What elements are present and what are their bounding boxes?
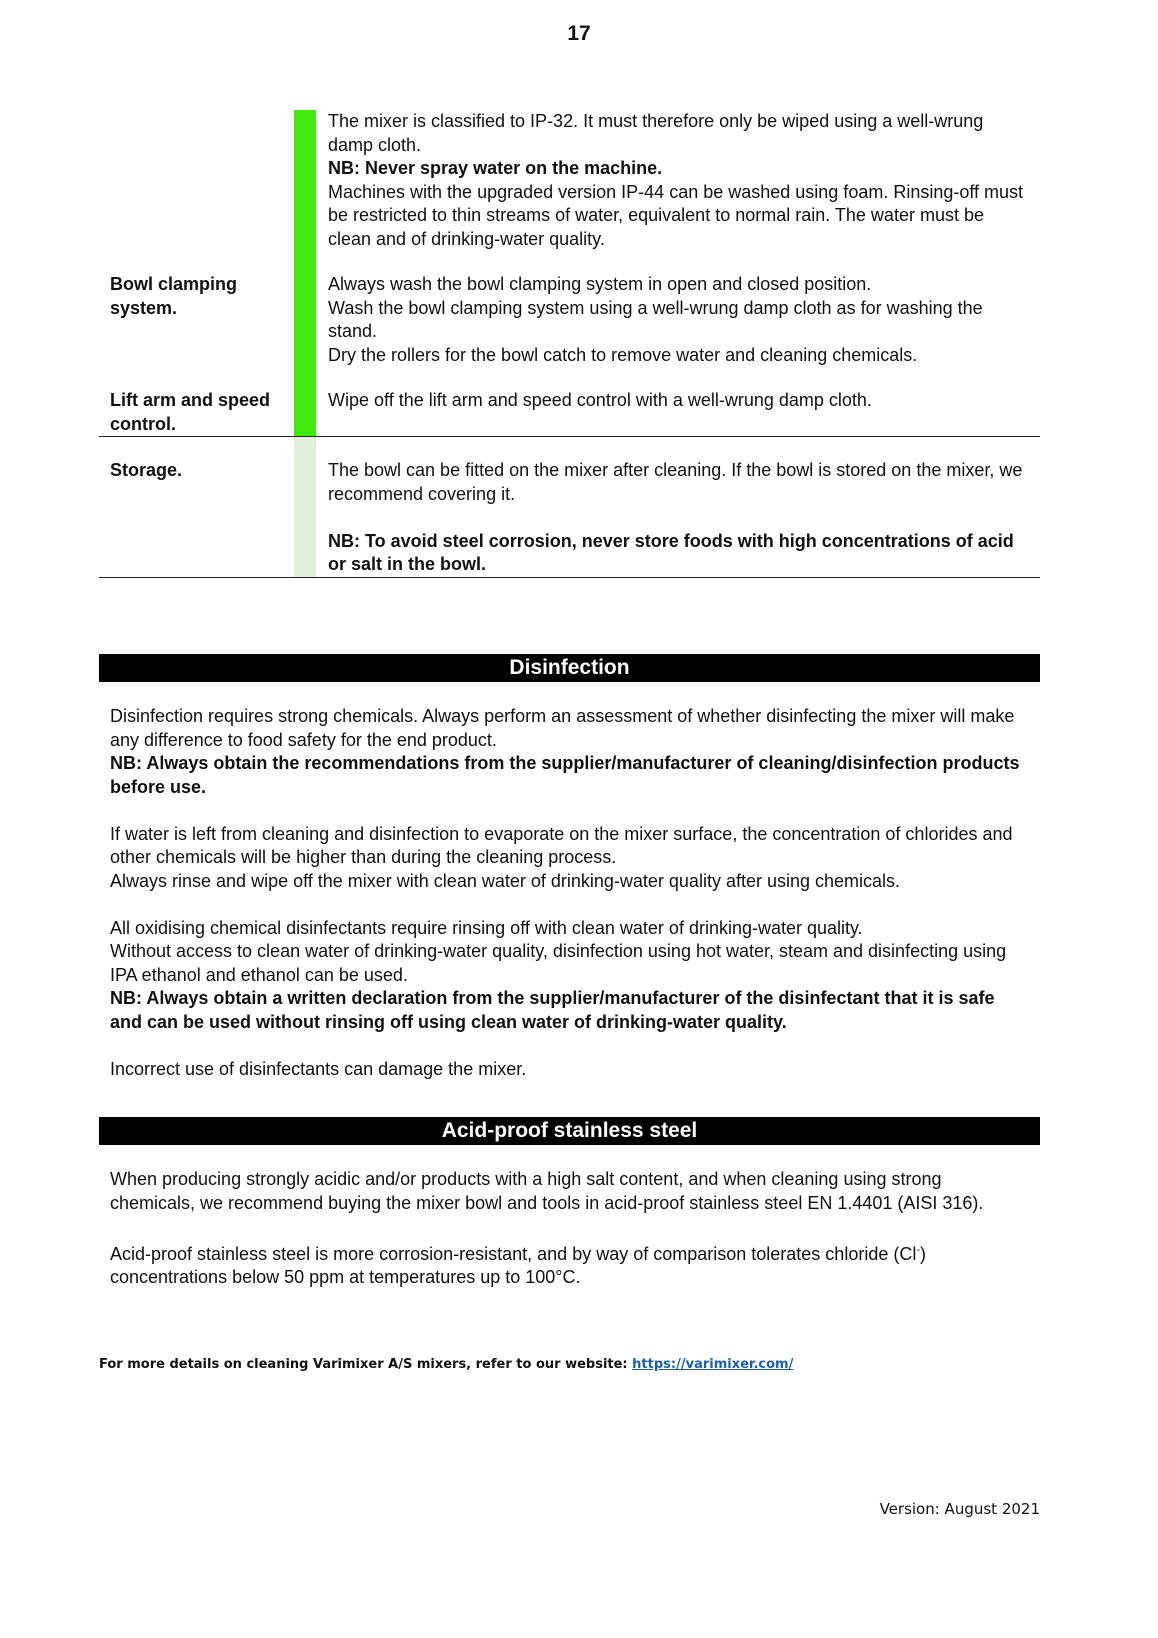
paragraph: When producing strongly acidic and/or products with a high salt content, and when cleaning using strong chemicals, we recommend buying the mixer bowl and tools in acid-proof stainless steel EN 1.4401 (AISI 316). xyxy=(110,1169,984,1213)
row-content xyxy=(316,110,1040,273)
row-label: Lift arm and speed control. xyxy=(110,390,271,434)
green-indicator-bar xyxy=(294,389,316,436)
green-indicator-bar xyxy=(294,273,316,389)
paragraph-warning: NB: Always obtain a written declaration from the supplier/manufacturer of the disinfectant that it is safe and can be used without rinsing off using clean water of drinking-water quality. xyxy=(110,988,995,1032)
row-content xyxy=(316,273,1040,389)
paragraph xyxy=(110,1239,1030,1290)
row-label: Storage. xyxy=(110,460,183,480)
spacer xyxy=(328,251,1028,273)
table-row xyxy=(99,110,1040,273)
row-content xyxy=(316,437,1040,577)
row-text: The mixer is classified to IP-32. It must therefore only be wiped using a well-wrung damp cloth. xyxy=(328,111,984,155)
paragraph-text: Disinfection requires strong chemicals. Always perform an assessment of whether disinfecting the mixer will make any difference to food safety for the end product. xyxy=(110,706,1015,750)
paragraph-text: Acid-proof stainless steel is more corrosion-resistant, and by way of comparison tolerates chloride (Cl xyxy=(110,1243,917,1264)
paragraph xyxy=(110,1058,1030,1082)
paragraph-text: ) concentrations below 50 ppm at temperatures up to 100°C. xyxy=(110,1243,927,1287)
row-text: Wash the bowl clamping system using a well-wrung damp cloth as for washing the stand. xyxy=(328,297,983,341)
superscript: - xyxy=(916,1243,921,1256)
pale-indicator-bar xyxy=(294,437,316,577)
row-text: Machines with the upgraded version IP-44 can be washed using foam. Rinsing-off must be restricted to thin streams of water, equivalent to normal rain. The water must be clean and of drinking-water quality. xyxy=(328,181,1024,249)
spacer xyxy=(328,367,1028,389)
row-content xyxy=(316,389,1040,436)
row-label xyxy=(99,110,294,273)
paragraph-text: Without access to clean water of drinking-water quality, disinfection using hot water, steam and disinfecting using IPA ethanol and ethanol can be used. xyxy=(110,941,1007,985)
row-text xyxy=(328,506,1028,530)
cleaning-table xyxy=(99,110,1040,578)
row-text: Dry the rollers for the bowl catch to remove water and cleaning chemicals. xyxy=(328,344,918,365)
row-text: Wipe off the lift arm and speed control with a well-wrung damp cloth. xyxy=(328,390,872,410)
paragraph-text: Always rinse and wipe off the mixer with clean water of drinking-water quality after using chemicals. xyxy=(110,870,901,891)
section-heading-disinfection: Disinfection xyxy=(99,654,1040,682)
paragraph-text: Incorrect use of disinfectants can damage the mixer. xyxy=(110,1058,527,1079)
green-indicator-bar xyxy=(294,110,316,273)
section-heading-acid-proof: Acid-proof stainless steel xyxy=(99,1117,1040,1145)
website-link[interactable]: https://varimixer.com/ xyxy=(632,1357,794,1372)
paragraph-warning: NB: Always obtain the recommendations from the supplier/manufacturer of cleaning/disinfection products before use. xyxy=(110,753,1020,797)
table-row xyxy=(99,273,1040,389)
paragraph xyxy=(110,917,1030,1035)
footer-text: For more details on cleaning Varimixer A/S mixers, refer to our website: xyxy=(99,1357,633,1372)
row-label: Bowl clamping system. xyxy=(110,274,238,318)
paragraph-text: If water is left from cleaning and disinfection to evaporate on the mixer surface, the concentration of chlorides and other chemicals will be higher than during the cleaning process. xyxy=(110,823,1013,867)
acid-proof-body xyxy=(110,1168,1030,1313)
disinfection-body xyxy=(110,705,1030,1105)
row-text: The bowl can be fitted on the mixer after cleaning. If the bowl is stored on the mixer, we recommend covering it. xyxy=(328,460,1023,504)
paragraph xyxy=(110,705,1030,799)
table-row xyxy=(99,389,1040,437)
page-number: 17 xyxy=(567,22,591,45)
row-warning: NB: To avoid steel corrosion, never store foods with high concentrations of acid or salt in the bowl. xyxy=(328,530,1014,574)
footer-note xyxy=(99,1357,793,1372)
paragraph-text: All oxidising chemical disinfectants require rinsing off with clean water of drinking-water quality. xyxy=(110,917,863,938)
paragraph xyxy=(110,823,1030,894)
row-text: Always wash the bowl clamping system in open and closed position. xyxy=(328,274,872,294)
version-label: Version: August 2021 xyxy=(879,1500,1040,1518)
table-row xyxy=(99,437,1040,578)
row-warning: NB: Never spray water on the machine. xyxy=(328,158,663,178)
